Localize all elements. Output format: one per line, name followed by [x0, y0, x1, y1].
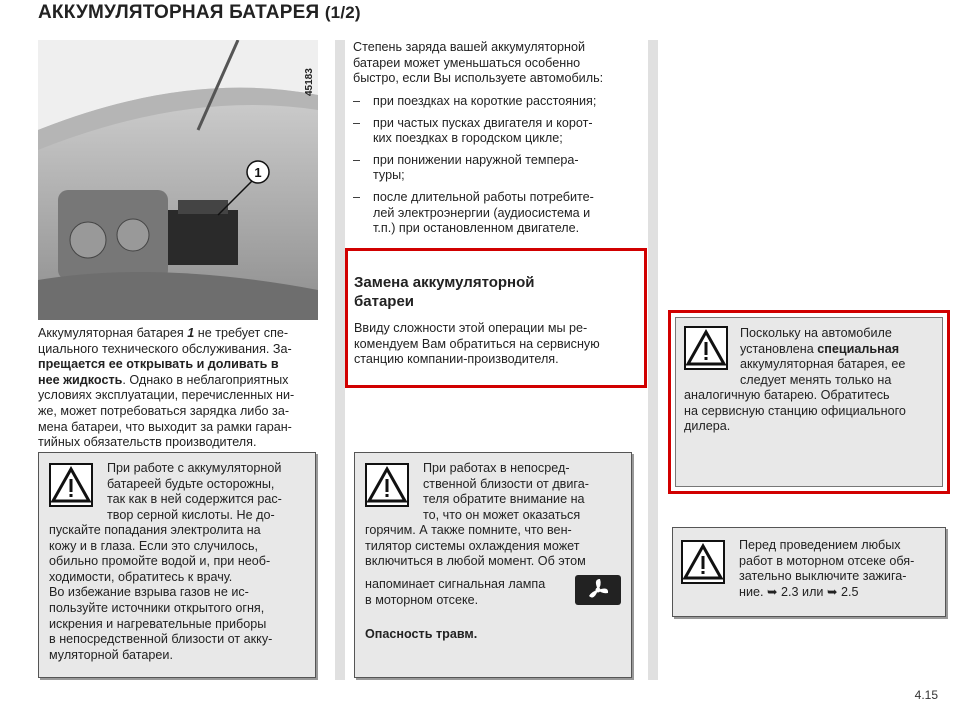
list-item-line: при поездках на короткие расстояния;: [373, 94, 597, 108]
warning-line: так как в ней содержится рас-: [107, 492, 282, 507]
intro-line: же, может потребоваться зарядка либо за-: [38, 403, 290, 418]
middle-intro: [353, 40, 638, 87]
warning-line: пользуйте источники открытого огня,: [49, 600, 265, 615]
warning-line: обильно промойте водой и, при необ-: [49, 554, 271, 569]
intro-line: мена батареи, что выходит за рамки гаран-: [38, 419, 292, 434]
warning-line: При работе с аккумуляторной: [107, 461, 282, 475]
ignition-warning-box: [672, 527, 946, 617]
body-line: комендуем Вам обратиться на сервисную: [354, 336, 600, 351]
warning-line: муляторной батареи.: [49, 647, 173, 662]
intro-line: Степень заряда вашей аккумуляторной: [353, 40, 586, 54]
list-item-line: лей электроэнергии (аудиосистема и: [373, 205, 591, 220]
replacement-heading: [354, 273, 535, 311]
special-line: установлена специальная: [740, 341, 900, 356]
ignition-line: зательно выключите зажига-: [739, 569, 907, 584]
figure-ref-number: 45183: [304, 68, 315, 96]
list-item-line: после длительной работы потребите-: [373, 189, 594, 204]
warning-line: твор серной кислоты. Не до-: [107, 507, 275, 522]
warning-line: в моторном отсеке.: [365, 592, 479, 607]
special-line: Поскольку на автомобиле: [740, 326, 892, 340]
special-battery-box: [675, 317, 943, 487]
list-item-line: туры;: [373, 168, 405, 183]
warning-line: теля обратите внимание на: [423, 492, 585, 507]
warning-line: кожу и в глаза. Если это случилось,: [49, 538, 259, 553]
special-line: аккумуляторная батарея, ее: [740, 357, 906, 372]
body-line: Ввиду сложности этой операции мы ре-: [354, 321, 588, 335]
callout-number: 1: [254, 165, 262, 180]
figure-ref: [302, 48, 316, 98]
intro-line: тийных обязательств производителя.: [38, 435, 257, 450]
column-separator-right: [648, 40, 658, 680]
engine-bay-photo: [38, 40, 318, 320]
conditions-list: [353, 94, 638, 237]
hot-engine-warning-box: [354, 452, 632, 678]
acid-warning-box: [38, 452, 316, 678]
warning-line: При работах в непосред-: [423, 461, 570, 475]
list-item-line: при частых пусках двигателя и корот-: [373, 115, 593, 130]
list-item-line: ких поездках в городском цикле;: [373, 131, 563, 146]
warning-line: тилятор системы охлаждения может: [365, 538, 580, 553]
intro-line: нее жидкость. Однако в неблагоприятных: [38, 372, 289, 387]
list-item-line: при понижении наружной темпера-: [373, 152, 579, 167]
ignition-line: работ в моторном отсеке обя-: [739, 553, 915, 568]
title-text: АККУМУЛЯТОРНАЯ БАТАРЕЯ: [38, 2, 320, 23]
heading-line: Замена аккумуляторной: [354, 274, 535, 291]
warning-line: Во избежание взрыва газов не ис-: [49, 585, 249, 600]
fan-icon: [575, 575, 621, 605]
replacement-body: [354, 321, 638, 368]
warning-icon: [681, 540, 725, 584]
warning-icon: [49, 463, 93, 507]
intro-line: батареи может уменьшаться особенно: [353, 55, 581, 70]
warning-line: горячим. А также помните, что вен-: [365, 523, 572, 537]
page-number: 4.15: [914, 688, 938, 702]
warning-line: включиться в любой момент. Об этом: [365, 554, 586, 569]
body-line: станцию компании-производителя.: [354, 352, 559, 367]
intro-line: Аккумуляторная батарея 1 не требует спе-: [38, 326, 289, 340]
warning-line: то, что он может оказаться: [423, 507, 581, 522]
column-separator-left: [335, 40, 345, 680]
warning-line: в непосредственной близости от акку-: [49, 632, 273, 647]
warning-line: пускайте попадания электролита на: [49, 523, 261, 537]
heading-line: батареи: [354, 293, 415, 310]
ignition-line: ние. ➥ 2.3 или ➥ 2.5: [739, 584, 859, 599]
warning-icon: [365, 463, 409, 507]
warning-icon: [684, 326, 728, 370]
page-title: [38, 2, 361, 24]
special-line: на сервисную станцию официального: [684, 403, 906, 418]
injury-danger: Опасность травм.: [365, 627, 478, 641]
left-intro: [38, 326, 318, 451]
warning-line: напоминает сигнальная лампа: [365, 577, 546, 591]
intro-line: условиях эксплуатации, перечисленных ни-: [38, 388, 295, 403]
special-line: следует менять только на: [740, 372, 892, 387]
list-item: – при понижении наружной темпера- туры;: [353, 153, 638, 184]
title-part: (1/2): [324, 3, 361, 22]
special-line: дилера.: [684, 419, 731, 434]
list-item: – при поездках на короткие расстояния;: [353, 94, 638, 110]
list-item-line: т.п.) при остановленном двигателе.: [373, 221, 580, 236]
warning-line: батареей будьте осторожны,: [107, 476, 275, 491]
intro-line: циального технического обслуживания. За-: [38, 341, 292, 356]
list-item: – после длительной работы потребите- лей электроэнергии (аудиосистема и т.п.) при остановленном двигателе.: [353, 190, 638, 237]
warning-line: ходимости, обратитесь к врачу.: [49, 569, 233, 584]
intro-line: прещается ее открывать и доливать в: [38, 357, 279, 372]
replacement-highlight: [345, 248, 647, 388]
warning-line: искрения и нагревательные приборы: [49, 616, 267, 631]
list-item: – при частых пусках двигателя и корот- ких поездках в городском цикле;: [353, 116, 638, 147]
intro-line: быстро, если Вы используете автомобиль:: [353, 71, 604, 86]
ignition-line: Перед проведением любых: [739, 538, 901, 552]
special-line: аналогичную батарею. Обратитесь: [684, 388, 890, 402]
special-battery-highlight: [668, 310, 950, 494]
warning-line: ственной близости от двига-: [423, 476, 589, 491]
